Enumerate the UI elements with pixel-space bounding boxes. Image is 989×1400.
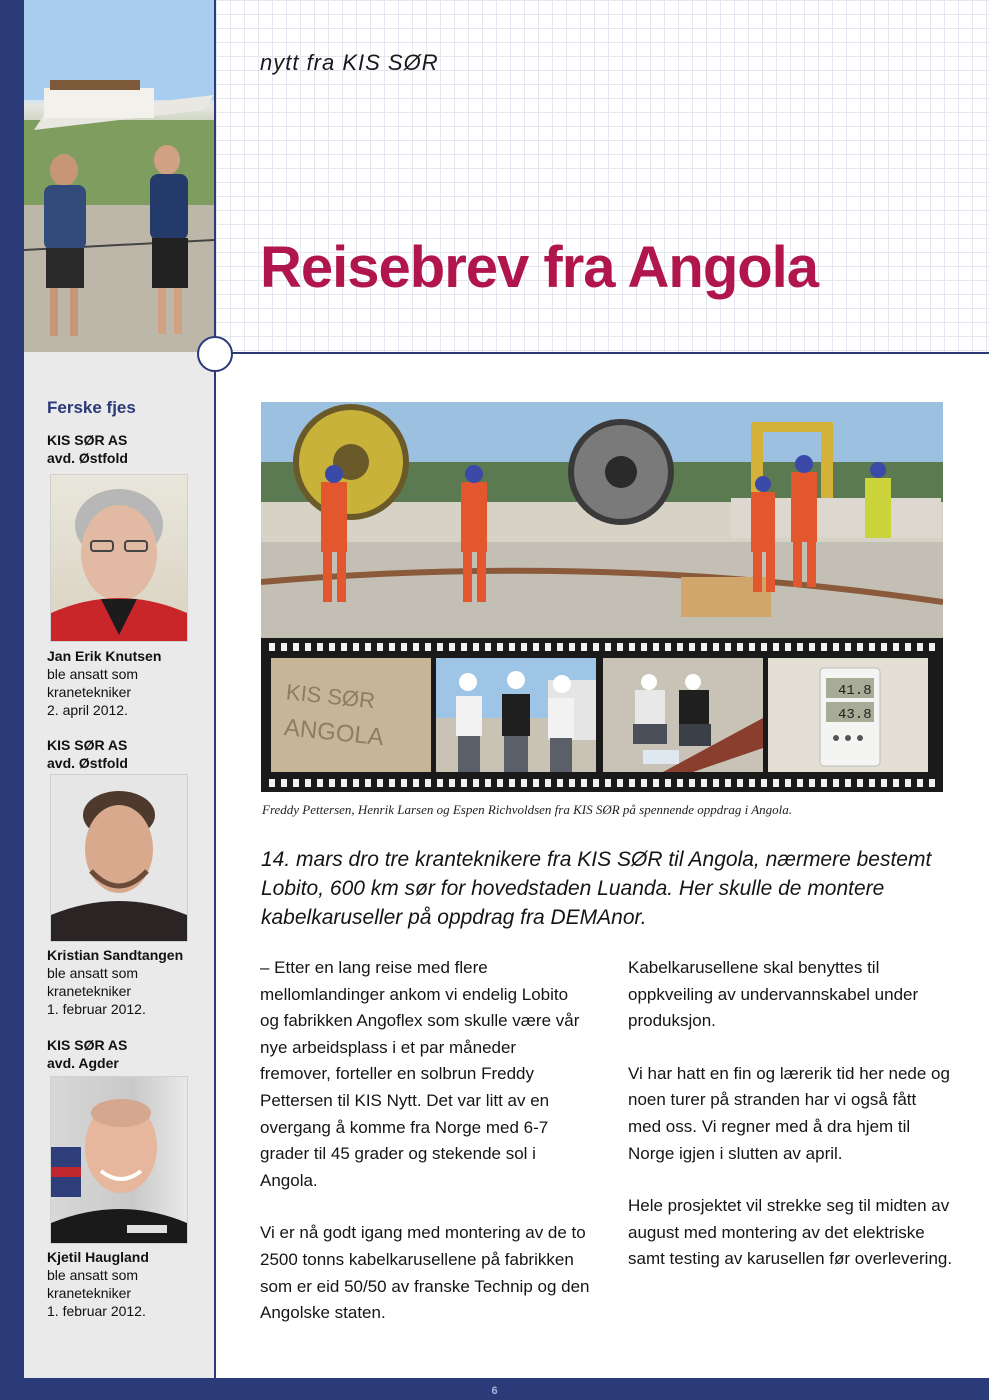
hero-photo xyxy=(24,0,216,352)
header-divider xyxy=(216,352,989,354)
thumb-thermometer xyxy=(768,658,928,772)
sand-text-line1: KIS SØR xyxy=(284,679,377,714)
person-role: kranetekniker xyxy=(47,1285,132,1301)
thumb-workers-on-ground xyxy=(603,658,763,772)
person-2-info xyxy=(47,946,212,1018)
sand-text-line2: ANGOLA xyxy=(282,714,386,752)
article-lead: 14. mars dro tre kranteknikere fra KIS SØR til Angola, nærmere bestemt Lobito, 600 km sør for hovedstaden Luanda. Her skulle de montere kabelkaruseller på oppdrag fra DEMAnor. xyxy=(261,848,932,929)
paragraph: Vi har hatt en fin og lærerik tid her nede og noen turer på stranden har vi også fått med oss. Vi regner med å dra hjem til Norge igjen i slutten av april. xyxy=(628,1063,950,1163)
paragraph: Hele prosjektet vil strekke seg til midten av august med montering av det elektriske samt testing av karusellen før overlevering. xyxy=(628,1196,953,1269)
person-org: KIS SØR AS xyxy=(47,737,128,753)
page-number: 6 xyxy=(491,1385,498,1397)
person-date: 1. februar 2012. xyxy=(47,1303,146,1319)
article-column-2 xyxy=(628,955,953,1299)
person-role: kranetekniker xyxy=(47,983,132,999)
article-title: Reisebrev fra Angola xyxy=(260,235,819,300)
thumb-sand-writing xyxy=(271,658,431,772)
person-org: KIS SØR AS xyxy=(47,1037,128,1053)
person-line: ble ansatt som xyxy=(47,666,139,682)
person-1-header xyxy=(47,431,212,467)
left-color-bar xyxy=(0,0,24,1400)
person-name: Kjetil Haugland xyxy=(47,1249,149,1265)
main-worksite-photo xyxy=(261,402,943,638)
photo-caption: Freddy Pettersen, Henrik Larsen og Espen Richvoldsen fra KIS SØR på spennende oppdrag i Angola. xyxy=(262,802,793,817)
article-column-1 xyxy=(260,955,590,1353)
film-perforation-top xyxy=(269,643,935,651)
decorative-circle xyxy=(197,336,233,372)
film-perforation-bottom xyxy=(269,779,935,787)
person-3-info xyxy=(47,1248,212,1320)
portrait-kjetil-haugland xyxy=(50,1076,188,1244)
person-dept: avd. Østfold xyxy=(47,450,128,466)
thermo-reading-top: 41.8 xyxy=(838,683,872,699)
thumb-three-workers xyxy=(436,658,596,772)
person-role: kranetekniker xyxy=(47,684,132,700)
paragraph: Vi er nå godt igang med montering av de to 2500 tonns kabelkarusellene på fabrikken som er eid 50/50 av franske Technip og den Angolske staten. xyxy=(260,1223,590,1323)
person-1-info xyxy=(47,647,212,719)
person-2-header xyxy=(47,736,212,772)
portrait-jan-erik-knutsen xyxy=(50,474,188,642)
person-3-header xyxy=(47,1036,212,1072)
person-line: ble ansatt som xyxy=(47,1267,139,1283)
paragraph: Kabelkarusellene skal benyttes til oppkveiling av undervannskabel under produksjon. xyxy=(628,958,919,1031)
person-dept: avd. Agder xyxy=(47,1055,119,1071)
person-dept: avd. Østfold xyxy=(47,755,128,771)
section-kicker: nytt fra KIS SØR xyxy=(260,50,439,75)
person-name: Kristian Sandtangen xyxy=(47,947,184,963)
person-name: Jan Erik Knutsen xyxy=(47,648,162,664)
sidebar-heading: Ferske fjes xyxy=(47,398,136,417)
photo-filmstrip xyxy=(261,638,943,792)
portrait-kristian-sandtangen xyxy=(50,774,188,942)
person-org: KIS SØR AS xyxy=(47,432,128,448)
person-date: 2. april 2012. xyxy=(47,702,128,718)
person-date: 1. februar 2012. xyxy=(47,1001,146,1017)
hero-photo-illustration xyxy=(24,0,214,352)
paragraph: – Etter en lang reise med flere mellomlandinger ankom vi endelig Lobito og fabrikken Angoflex som skulle være vår nye arbeidsplass i et par måneder fremover, forteller en solbrun Freddy Pettersen til KIS Nytt. Det var litt av en overgang å komme fra Norge med 6-7 grader til 45 grader og stekende sol i Angola. xyxy=(260,958,580,1190)
thermo-reading-bottom: 43.8 xyxy=(838,707,872,723)
person-line: ble ansatt som xyxy=(47,965,139,981)
